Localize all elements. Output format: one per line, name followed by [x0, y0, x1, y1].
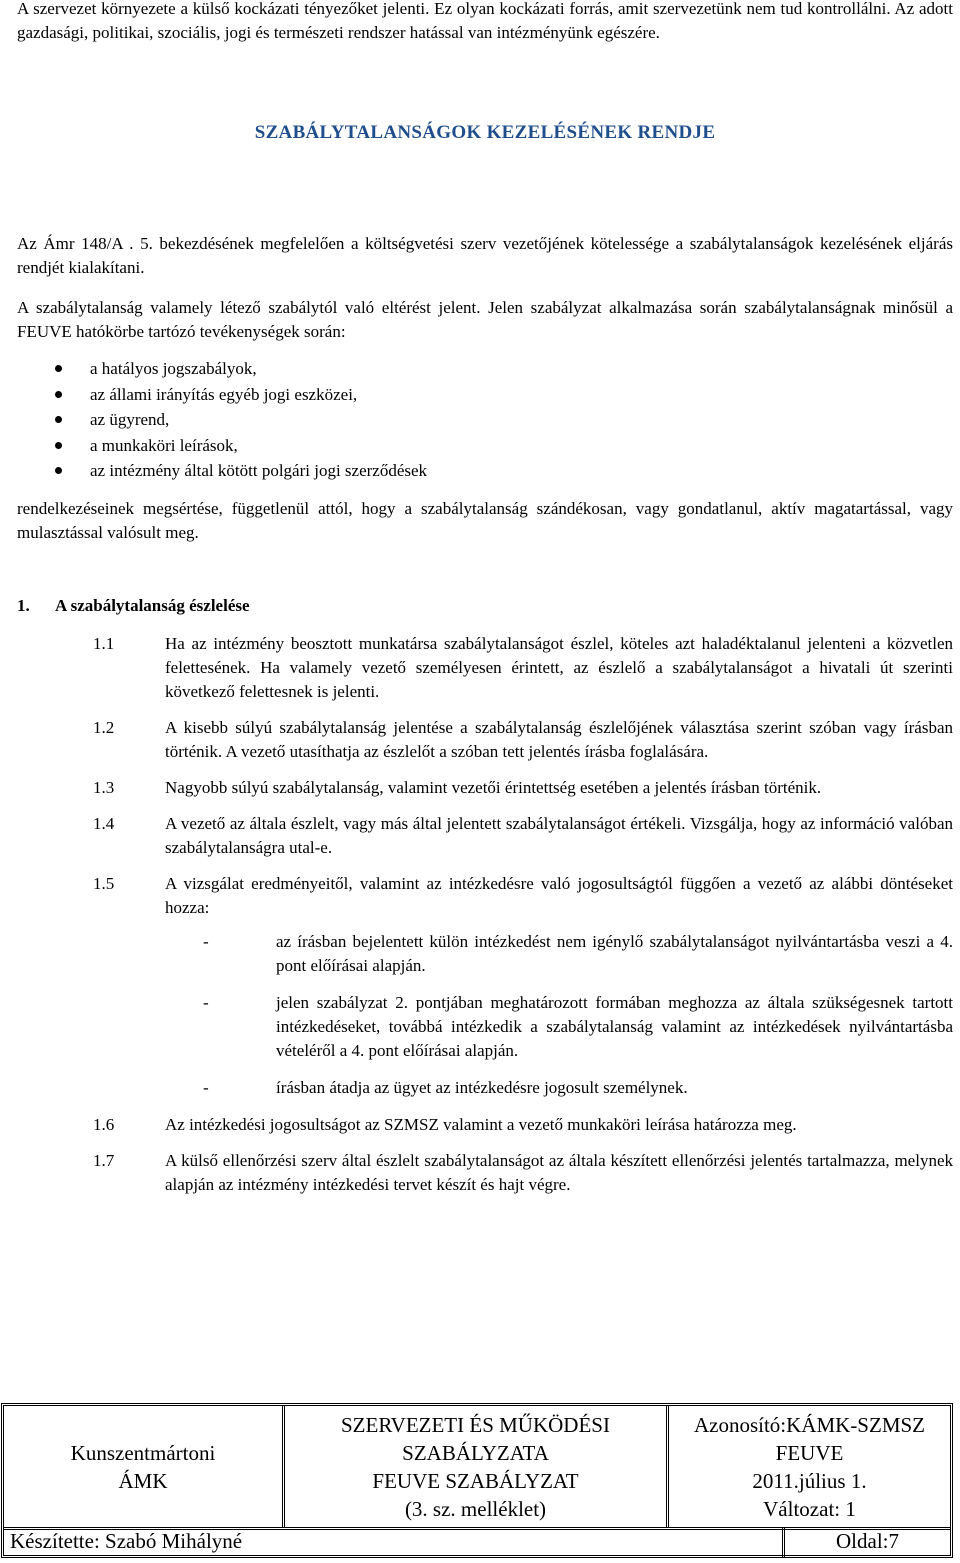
item-text: Ha az intézmény beosztott munkatársa szabálytalanságot észlel, köteles azt haladéktalanul jelenteni a közvetlen felettesének. Ha valamely vezető személyesen érintett, az észlelő a szabálytalanságot a hivatali út szerinti következő felettesnek is jelenti. — [165, 634, 953, 701]
sub-item-text: az írásban bejelentett külön intézkedést nem igénylő szabálytalanságot nyilvántartásba veszi a 4. pont előírásai alapján. — [276, 932, 953, 975]
item-text: Az intézkedési jogosultságot az SZMSZ valamint a vezető munkaköri leírása határozza meg. — [165, 1115, 797, 1134]
dash-marker: - — [203, 993, 209, 1012]
item-number: 1.5 — [93, 874, 115, 893]
sub-item — [17, 1076, 953, 1100]
item-text: A vizsgálat eredményeitől, valamint az intézkedésre való jogosultságtól függően a vezető az alábbi döntéseket hozza: — [165, 874, 953, 917]
paragraph-violation: rendelkezéseinek megsértése, függetlenül attól, hogy a szabálytalanság szándékosan, vagy gondatlanul, aktív magatartással, vagy mulasztással valósult meg. — [17, 499, 953, 542]
section-title — [17, 594, 250, 618]
item-text: A külső ellenőrzési szerv által észlelt szabálytalanságot az általa készített ellenőrzési jelentés tartalmazza, melynek alapján az intézmény intézkedési tervet készít és hajt végre. — [165, 1151, 953, 1194]
item-number: 1.7 — [93, 1151, 115, 1170]
section-number: 1. — [17, 596, 30, 615]
sub-item-text: jelen szabályzat 2. pontjában meghatározott formában meghozza az általa szükségesnek tartott intézkedéseket, továbbá intézkedik a szabálytalanság valamint az intézkedések nyilvántartásba vételéről a 4. pont előírásai alapján. — [276, 993, 953, 1060]
bullet-icon — [55, 365, 62, 372]
bullet-icon — [55, 442, 62, 449]
paragraph-definition: A szabálytalanság valamely létező szabálytól való eltérést jelent. Jelen szabályzat alkalmazása során szabálytalanságnak minősül a FEUVE hatókörbe tartózó tevékenységek során: — [17, 298, 953, 341]
numbered-item — [17, 812, 953, 860]
sub-item — [17, 991, 953, 1063]
item-number: 1.3 — [93, 778, 115, 797]
item-number: 1.6 — [93, 1115, 115, 1134]
numbered-item — [17, 716, 953, 764]
bullet-icon — [55, 391, 62, 398]
item-number: 1.1 — [93, 634, 115, 653]
item-number: 1.2 — [93, 718, 115, 737]
section-title-text: A szabálytalanság észlelése — [55, 596, 250, 615]
footer-page-number: Oldal:7 — [782, 1527, 950, 1558]
list-item: a munkaköri leírások, — [17, 433, 953, 459]
item-text: Nagyobb súlyú szabálytalanság, valamint vezetői érintettség esetében a jelentés írásban történik. — [165, 778, 822, 797]
footer-bottom-row — [4, 1527, 950, 1555]
item-text: A vezető az általa észlelt, vagy más által jelentett szabálytalanságot értékeli. Vizsgálja, hogy az információ valóban szabálytalanságra utal-e. — [165, 814, 953, 857]
bullet-icon — [55, 416, 62, 423]
numbered-item — [17, 1149, 953, 1197]
footer-author: Készítette: Szabó Mihályné — [10, 1529, 243, 1553]
sub-item-text: írásban átadja az ügyet az intézkedésre jogosult személynek. — [276, 1078, 688, 1097]
footer-document-title: SZERVEZETI ÉS MŰKÖDÉSI SZABÁLYZATA FEUVE SZABÁLYZAT (3. sz. melléklet) — [285, 1406, 669, 1527]
numbered-item — [17, 776, 953, 800]
item-text: A kisebb súlyú szabálytalanság jelentése a szabálytalanság észlelőjének választása szerint szóban vagy írásban történik. A vezető utasíthatja az észlelőt a szóban tett jelentés írásba foglalására. — [165, 718, 953, 761]
footer-organization: Kunszentmártoni ÁMK — [4, 1406, 285, 1527]
paragraph-legal-basis: Az Ámr 148/A . 5. bekezdésének megfelelően a költségvetési szerv vezetőjének kötelessége a szabálytalanságok kezelésének eljárás rendjét kialakítani. — [17, 234, 953, 277]
numbered-item — [17, 872, 953, 1100]
footer-identifier: Azonosító:KÁMK-SZMSZ FEUVE 2011.július 1. Változat: 1 — [693, 1412, 925, 1521]
list-item: az intézmény által kötött polgári jogi szerződések — [17, 458, 953, 484]
document-footer — [1, 1403, 953, 1558]
bullet-icon — [55, 467, 62, 474]
intro-paragraph: A szervezet környezete a külső kockázati tényezőket jelenti. Ez olyan kockázati forrás, amit szervezetünk nem tud kontrollálni. Az adott gazdasági, politikai, szociális, jogi és természeti rendszer hatással van intézményünk egészére. — [17, 0, 953, 42]
dash-marker: - — [203, 1078, 209, 1097]
list-item: a hatályos jogszabályok, — [17, 356, 953, 382]
item-number: 1.4 — [93, 814, 115, 833]
bullet-list — [17, 356, 953, 484]
list-item: az állami irányítás egyéb jogi eszközei, — [17, 382, 953, 408]
dash-marker: - — [203, 932, 209, 951]
numbered-item — [17, 1113, 953, 1137]
numbered-item — [17, 632, 953, 704]
sub-item — [17, 930, 953, 978]
list-item: az ügyrend, — [17, 407, 953, 433]
main-heading: SZABÁLYTALANSÁGOK KEZELÉSÉNEK RENDJE — [254, 122, 716, 143]
sub-item-list — [165, 930, 953, 1100]
numbered-items — [17, 632, 953, 1209]
